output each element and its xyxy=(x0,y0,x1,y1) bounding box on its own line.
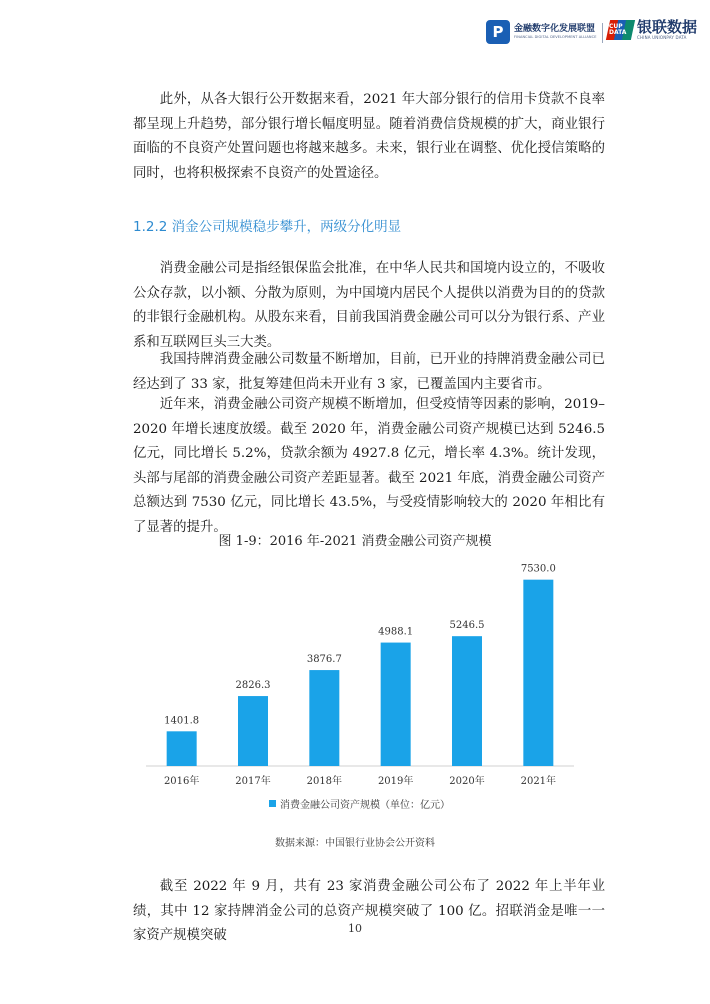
x-tick-label: 2016年 xyxy=(163,776,200,787)
chart-legend xyxy=(269,798,450,811)
paragraph-4: 近年来，消费金融公司资产规模不断增加，但受疫情等因素的影响，2019–2020 年增长速度放缓。截至 2020 年，消费金融公司资产规模已达到 5246.5 亿元，同比增长 5.2%，贷款余额为 4927.8 亿元，增长率 4.3%。统计发现，头部与尾部的消费金融公司资产差距显著。截至 2021 年底，消费金融公司资产总额达到 7530 亿元，同比增长 43.5%，与受疫情影响较大的 2020 年相比有了显著的提升。 xyxy=(133,397,605,535)
x-tick-label: 2020年 xyxy=(449,776,485,787)
data-label: 5246.5 xyxy=(449,620,485,632)
paragraph-3: 我国持牌消费金融公司数量不断增加，目前，已开业的持牌消费金融公司已经达到了 33 家，批复筹建但尚未开业有 3 家，已覆盖国内主要省市。 xyxy=(133,352,605,392)
paragraph-2: 消费金融公司是指经银保监会批准，在中华人民共和国境内设立的，不吸收公众存款，以小额、分散为原则，为中国境内居民个人提供以消费为目的的贷款的非银行金融机构。从股东来看，目前我国消费金融公司可以分为银行系、产业系和互联网巨头三大类。 xyxy=(133,261,605,350)
cupdata-logo-english: CHINA UNIONPAY DATA xyxy=(637,35,687,40)
x-tick-label: 2021年 xyxy=(520,776,557,787)
cupdata-logo-name: 银联数据 xyxy=(637,18,698,36)
data-label: 4988.1 xyxy=(378,626,414,638)
bar-2018年 xyxy=(309,670,339,766)
data-label: 7530.0 xyxy=(520,563,556,575)
cupdata-logo-badge: CUP DATA xyxy=(609,23,627,36)
paragraph-1: 此外，从各大银行公开数据来看，2021 年大部分银行的信用卡贷款不良率都呈现上升趋势，部分银行增长幅度明显。随着消费信贷规模的扩大，商业银行面临的不良资产处置问题也将越来越多。未来，银行业在调整、优化授信策略的同时，也将积极探索不良资产的处置途径。 xyxy=(133,92,605,181)
asset-scale-bar-chart xyxy=(140,548,580,823)
section-heading: 1.2.2 消金公司规模稳步攀升，两级分化明显 xyxy=(133,219,402,235)
data-label: 1401.8 xyxy=(164,715,200,727)
legend-label: 消费金融公司资产规模（单位：亿元） xyxy=(280,800,450,811)
x-tick-label: 2017年 xyxy=(235,776,271,787)
bar-2019年 xyxy=(381,643,411,766)
legend-swatch xyxy=(269,800,276,807)
cupdata-logo xyxy=(608,18,697,42)
bar-2021年 xyxy=(523,580,553,766)
fdda-logo xyxy=(486,20,597,44)
page-header xyxy=(0,0,710,60)
logo-divider xyxy=(602,23,603,43)
paragraph-5: 截至 2022 年 9 月，共有 23 家消费金融公司公布了 2022 年上半年业绩，其中 12 家持牌消金公司的总资产规模突破了 100 亿。招联消金是唯一一家资产规模突破 xyxy=(133,879,605,943)
fdda-logo-name: 金融数字化发展联盟 xyxy=(514,23,596,34)
fdda-logo-english: FINANCIAL DIGITAL DEVELOPMENT ALLIANCE xyxy=(514,34,597,39)
figure-title: 图 1-9：2016 年-2021 消费金融公司资产规模 xyxy=(218,534,492,549)
bar-2020年 xyxy=(452,636,482,766)
bar-2016年 xyxy=(167,731,197,766)
figure-source: 数据来源：中国银行业协会公开资料 xyxy=(275,838,435,849)
data-label: 2826.3 xyxy=(235,680,271,692)
page-number: 10 xyxy=(348,922,362,935)
x-tick-label: 2018年 xyxy=(306,776,343,787)
x-tick-label: 2019年 xyxy=(377,776,414,787)
bar-2017年 xyxy=(238,696,268,766)
cupdata-logo-icon xyxy=(608,18,634,42)
fdda-logo-icon: P xyxy=(486,20,510,44)
data-label: 3876.7 xyxy=(306,654,342,666)
